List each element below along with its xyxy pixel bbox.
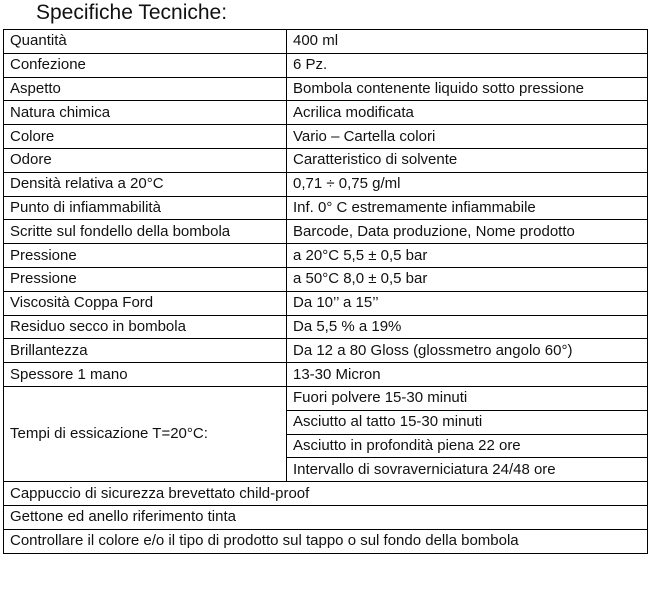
- drying-time-value: Fuori polvere 15-30 minuti: [287, 386, 648, 410]
- table-row: [4, 291, 648, 315]
- spec-label: Pressione: [4, 267, 287, 291]
- table-row: [4, 220, 648, 244]
- table-row: [4, 125, 648, 149]
- spec-value: Caratteristico di solvente: [287, 148, 648, 172]
- table-row: [4, 386, 648, 410]
- page-title: Specifiche Tecniche:: [36, 1, 228, 24]
- table-row: [4, 339, 648, 363]
- note-row: Controllare il colore e/o il tipo di prodotto sul tappo o sul fondo della bombola: [4, 529, 648, 553]
- table-row: [4, 244, 648, 268]
- spec-label: Colore: [4, 125, 287, 149]
- table-row: [4, 363, 648, 387]
- table-row: [4, 148, 648, 172]
- spec-value: Vario – Cartella colori: [287, 125, 648, 149]
- table-row: [4, 30, 648, 54]
- spec-value: 13-30 Micron: [287, 363, 648, 387]
- spec-label: Odore: [4, 148, 287, 172]
- spec-value: Acrilica modificata: [287, 101, 648, 125]
- spec-label: Confezione: [4, 53, 287, 77]
- table-row: [4, 101, 648, 125]
- spec-label: Quantità: [4, 30, 287, 54]
- spec-value: 6 Pz.: [287, 53, 648, 77]
- table-row: [4, 172, 648, 196]
- spec-value: Barcode, Data produzione, Nome prodotto: [287, 220, 648, 244]
- spec-label: Natura chimica: [4, 101, 287, 125]
- spec-value: Bombola contenente liquido sotto pressione: [287, 77, 648, 101]
- note-row: Gettone ed anello riferimento tinta: [4, 505, 648, 529]
- spec-label: Brillantezza: [4, 339, 287, 363]
- table-row: [4, 482, 648, 506]
- spec-label: Viscosità Coppa Ford: [4, 291, 287, 315]
- drying-time-value: Asciutto al tatto 15-30 minuti: [287, 410, 648, 434]
- table-row: [4, 53, 648, 77]
- table-row: [4, 77, 648, 101]
- spec-value: Da 5,5 % a 19%: [287, 315, 648, 339]
- drying-times-label: Tempi di essicazione T=20°C:: [4, 386, 287, 481]
- spec-label: Scritte sul fondello della bombola: [4, 220, 287, 244]
- spec-value: a 20°C 5,5 ± 0,5 bar: [287, 244, 648, 268]
- spec-label: Aspetto: [4, 77, 287, 101]
- spec-label: Residuo secco in bombola: [4, 315, 287, 339]
- note-row: Cappuccio di sicurezza brevettato child-proof: [4, 482, 648, 506]
- spec-label: Pressione: [4, 244, 287, 268]
- spec-value: 0,71 ÷ 0,75 g/ml: [287, 172, 648, 196]
- specs-table: [3, 29, 648, 554]
- spec-label: Punto di infiammabilità: [4, 196, 287, 220]
- table-row: [4, 505, 648, 529]
- drying-time-value: Asciutto in profondità piena 22 ore: [287, 434, 648, 458]
- spec-value: Da 12 a 80 Gloss (glossmetro angolo 60°): [287, 339, 648, 363]
- spec-value: a 50°C 8,0 ± 0,5 bar: [287, 267, 648, 291]
- spec-value: Inf. 0° C estremamente infiammabile: [287, 196, 648, 220]
- drying-time-value: Intervallo di sovraverniciatura 24/48 ore: [287, 458, 648, 482]
- table-row: [4, 529, 648, 553]
- spec-label: Densità relativa a 20°C: [4, 172, 287, 196]
- table-row: [4, 196, 648, 220]
- spec-label: Spessore 1 mano: [4, 363, 287, 387]
- table-row: [4, 315, 648, 339]
- spec-value: 400 ml: [287, 30, 648, 54]
- spec-value: Da 10’’ a 15’’: [287, 291, 648, 315]
- table-row: [4, 267, 648, 291]
